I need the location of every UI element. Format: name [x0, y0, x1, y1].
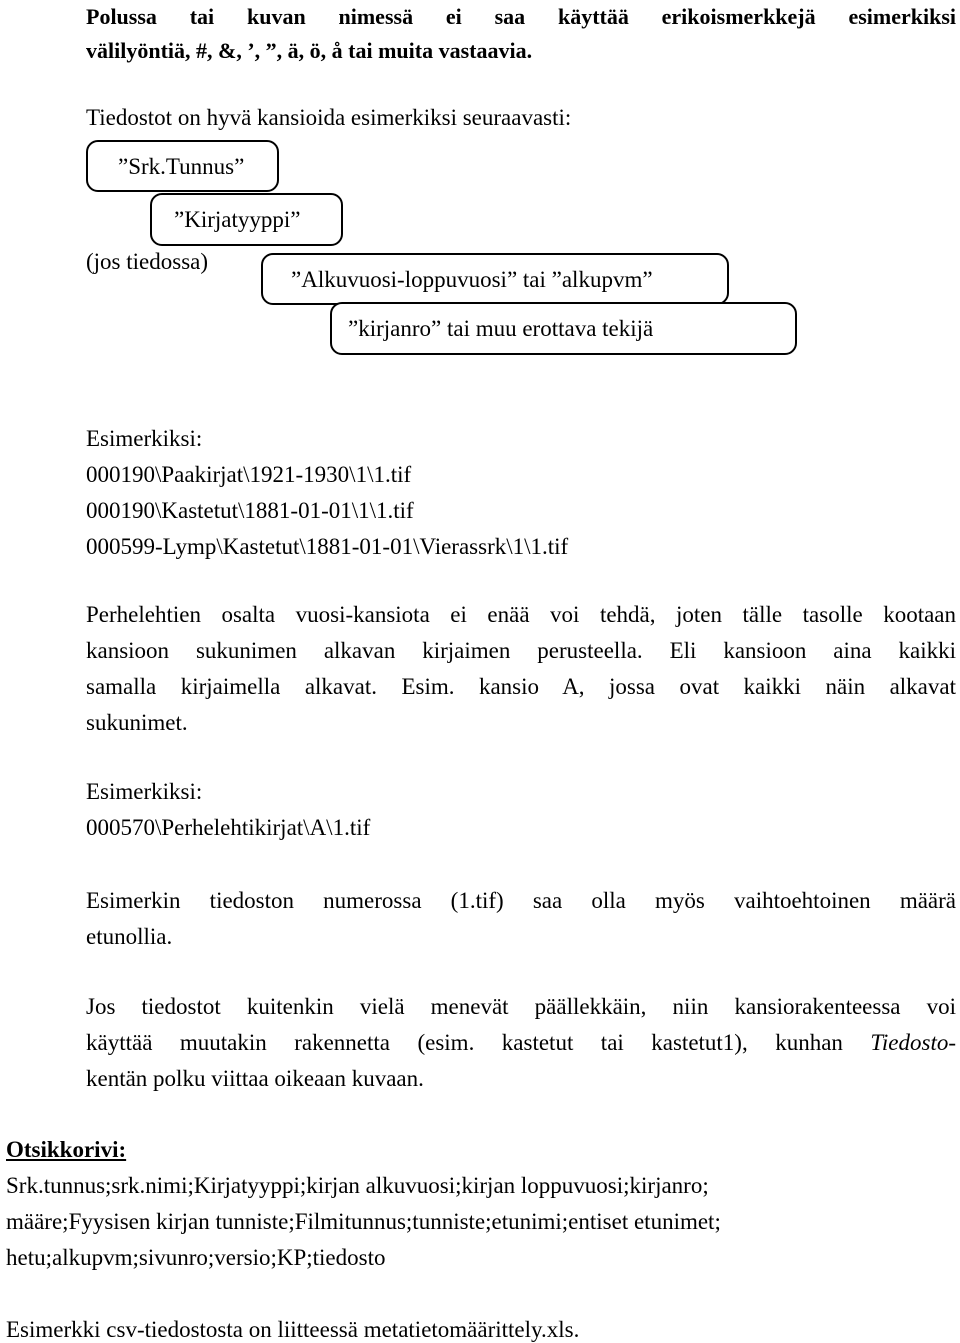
numbering-paragraph [86, 883, 956, 955]
hierarchy-box-kirjatyyppi [150, 193, 343, 246]
perhelehdet-line-3: samalla kirjaimella alkavat. Esim. kansio A, jossa ovat kaikki näin alkavat [86, 674, 956, 699]
header-row-line-3: hetu;alkupvm;sivunro;versio;KP;tiedosto [6, 1245, 386, 1270]
hierarchy-side-note: (jos tiedossa) [86, 249, 209, 274]
hierarchy-box-srk-tunnus [86, 140, 279, 192]
footer-note: Esimerkki csv-tiedostosta on liitteessä metatietomäärittely.xls. [6, 1317, 580, 1342]
hierarchy-box-kirjanro [330, 302, 797, 355]
overlap-line-2-text: käyttää muutakin rakennetta (esim. kastetut tai kastetut1), kunhan [86, 1030, 843, 1055]
hierarchy-level4-label: ”kirjanro” tai muu erottava tekijä [348, 316, 654, 341]
example1-path-1: 000190\Paakirjat\1921-1930\1\1.tif [86, 462, 412, 487]
overlap-line-3: kentän polku viittaa oikeaan kuvaan. [86, 1066, 424, 1091]
example2-block [86, 774, 956, 846]
hierarchy-level2-label: ”Kirjatyyppi” [174, 207, 301, 232]
example1-path-3: 000599-Lymp\Kastetut\1881-01-01\Vierassrk\1\1.tif [86, 534, 569, 559]
header-row-section [6, 1132, 946, 1276]
numbering-line-2: etunollia. [86, 924, 173, 949]
overlap-line-1: Jos tiedostot kuitenkin vielä menevät päällekkäin, niin kansiorakenteessa voi [86, 994, 956, 1019]
intro-warning [86, 0, 956, 68]
example2-label: Esimerkiksi: [86, 779, 203, 804]
example1-label: Esimerkiksi: [86, 426, 203, 451]
header-row-title: Otsikkorivi: [6, 1137, 127, 1162]
overlap-line-2 [86, 1025, 956, 1061]
folder-intro: Tiedostot on hyvä kansioida esimerkiksi seuraavasti: [86, 105, 572, 130]
numbering-line-1: Esimerkin tiedoston numerossa (1.tif) saa olla myös vaihtoehtoinen määrä [86, 888, 956, 913]
header-row-line-2: määre;Fyysisen kirjan tunniste;Filmitunnus;tunniste;etunimi;entiset etunimet; [6, 1209, 721, 1234]
header-row-line-1: Srk.tunnus;srk.nimi;Kirjatyyppi;kirjan alkuvuosi;kirjan loppuvuosi;kirjanro; [6, 1173, 709, 1198]
hierarchy-level3-label: ”Alkuvuosi-loppuvuosi” tai ”alkupvm” [291, 266, 653, 292]
example1-path-2: 000190\Kastetut\1881-01-01\1\1.tif [86, 498, 414, 523]
perhelehdet-line-2: kansioon sukunimen alkavan kirjaimen perusteella. Eli kansioon aina kaikki [86, 638, 956, 663]
hierarchy-level1-label: ”Srk.Tunnus” [118, 153, 245, 179]
overlap-line-2-italic: Tiedosto- [870, 1030, 957, 1055]
perhelehdet-line-1: Perhelehtien osalta vuosi-kansiota ei enää voi tehdä, joten tälle tasolle kootaan [86, 602, 956, 627]
perhelehdet-paragraph [86, 597, 956, 741]
intro-warning-line2: välilyöntiä, #, &, ’, ”, ä, ö, å tai muita vastaavia. [86, 38, 533, 63]
example2-path: 000570\Perhelehtikirjat\A\1.tif [86, 815, 371, 840]
perhelehdet-line-4: sukunimet. [86, 710, 188, 735]
hierarchy-box-alkuvuosi [261, 253, 729, 305]
intro-warning-line1: Polussa tai kuvan nimessä ei saa käyttää erikoismerkkejä esimerkiksi [86, 4, 956, 29]
example1-block [86, 421, 956, 565]
overlap-paragraph [86, 989, 956, 1097]
